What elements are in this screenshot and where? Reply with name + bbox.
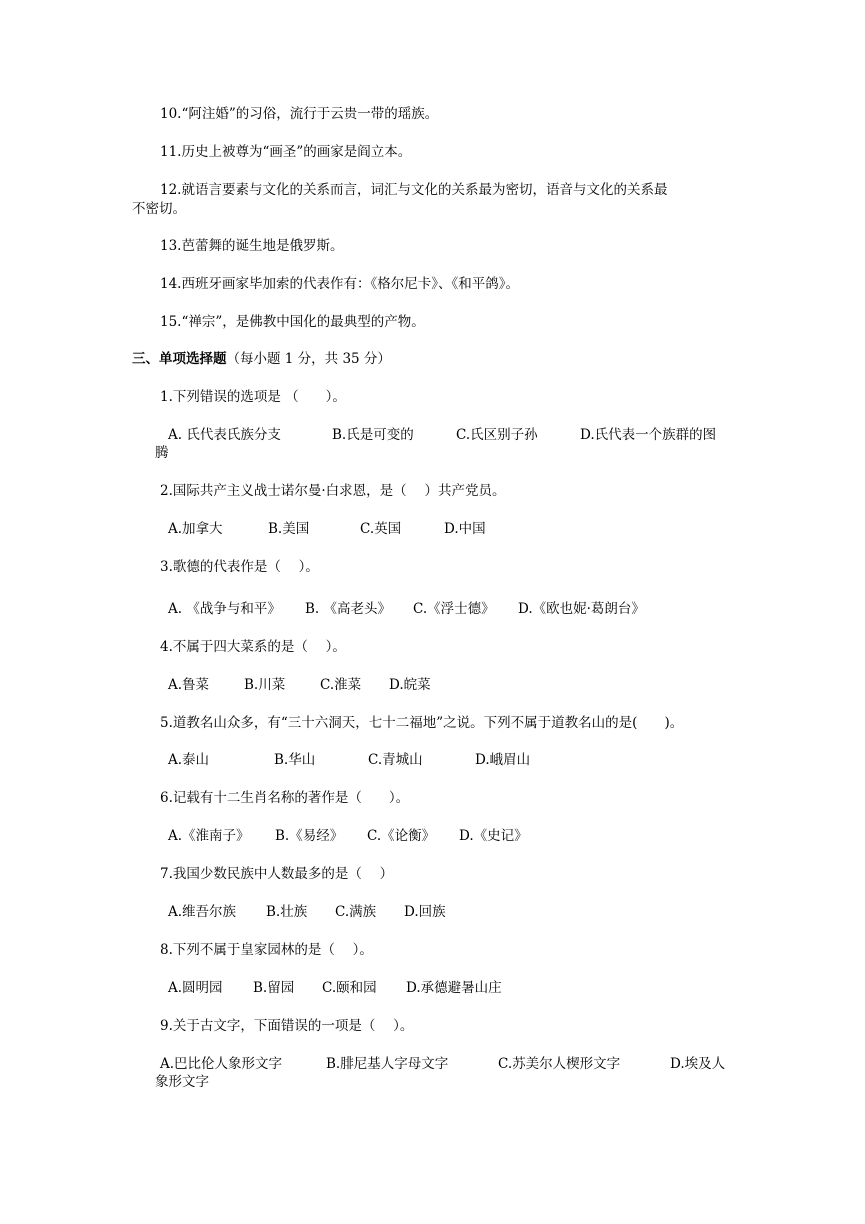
option-c: C.氏区别子孙 (456, 427, 538, 443)
judgement-item-15: 15.“禅宗”，是佛教中国化的最典型的产物。 (160, 314, 425, 330)
option-b: B.壮族 (266, 904, 308, 920)
option-d: D.氏代表一个族群的图 (580, 427, 717, 443)
judgement-item-12-continuation: 不密切。 (132, 201, 186, 217)
option-b: B.腓尼基人字母文字 (326, 1056, 449, 1072)
question-1-option-continuation: 腾 (155, 445, 169, 461)
judgement-item-11: 11.历史上被尊为“画圣”的画家是阎立本。 (160, 144, 412, 160)
judgement-item-10: 10.“阿注婚”的习俗，流行于云贵一带的瑶族。 (160, 106, 439, 122)
question-3-options (168, 600, 645, 618)
option-c: C.颐和园 (322, 980, 377, 996)
judgement-item-13: 13.芭蕾舞的诞生地是俄罗斯。 (160, 238, 344, 254)
question-8-stem: 8.下列不属于皇家园林的是（ ）。 (160, 942, 373, 958)
section-title: 三、单项选择题 (132, 351, 227, 367)
option-b: B.美国 (268, 521, 310, 537)
option-c: C.淮菜 (320, 677, 362, 693)
option-a: A. 《战争与和平》 (168, 601, 281, 617)
question-1-stem: 1.下列错误的选项是 （ ）。 (160, 389, 346, 405)
option-d: D.《欧也妮·葛朗台》 (518, 601, 645, 617)
option-a: A.加拿大 (168, 521, 223, 537)
question-7-options (168, 903, 446, 921)
option-d: D.回族 (404, 904, 446, 920)
option-b: B.《易经》 (275, 828, 344, 844)
option-c: C.英国 (360, 521, 402, 537)
option-b: B.华山 (274, 752, 316, 768)
question-9-options (160, 1055, 725, 1073)
option-b: B.留园 (253, 980, 295, 996)
option-d: D.《史记》 (459, 828, 528, 844)
option-a: A.巴比伦人象形文字 (160, 1056, 283, 1072)
question-9-stem: 9.关于古文字，下面错误的一项是（ ）。 (160, 1018, 414, 1034)
option-a: A.圆明园 (168, 980, 223, 996)
question-4-stem: 4.不属于四大菜系的是（ ）。 (160, 639, 346, 655)
option-a: A. 氏代表氏族分支 (168, 427, 281, 443)
question-2-stem: 2.国际共产主义战士诺尔曼·白求恩，是（ ）共产党员。 (160, 483, 506, 499)
option-a: A.维吾尔族 (168, 904, 237, 920)
question-3-stem: 3.歌德的代表作是（ ）。 (160, 559, 319, 575)
judgement-item-12: 12.就语言要素与文化的关系而言，词汇与文化的关系最为密切，语音与文化的关系最 (160, 182, 668, 198)
section-note: （每小题 1 分，共 35 分） (226, 351, 391, 367)
option-a: A.泰山 (168, 752, 210, 768)
option-c: C.《论衡》 (367, 828, 436, 844)
judgement-item-14: 14.西班牙画家毕加索的代表作有：《格尔尼卡》、《和平鸽》。 (160, 276, 519, 292)
option-a: A.《淮南子》 (168, 828, 250, 844)
option-c: C.青城山 (368, 752, 423, 768)
option-c: C.苏美尔人楔形文字 (498, 1056, 621, 1072)
option-a: A.鲁菜 (168, 677, 210, 693)
question-5-stem: 5.道教名山众多，有“三十六洞天，七十二福地”之说。下列不属于道教名山的是( )。 (160, 715, 684, 731)
question-9-option-continuation: 象形文字 (155, 1074, 209, 1090)
option-d: D.中国 (444, 521, 486, 537)
option-d: D.埃及人 (670, 1056, 726, 1072)
question-1-options (168, 426, 716, 444)
option-b: B. 《高老头》 (305, 601, 392, 617)
question-4-options (168, 676, 431, 694)
option-d: D.峨眉山 (475, 752, 531, 768)
section-heading (132, 350, 391, 368)
option-c: C.满族 (335, 904, 377, 920)
option-d: D.承德避暑山庄 (406, 980, 502, 996)
option-b: B.氏是可变的 (332, 427, 414, 443)
question-5-options (168, 751, 530, 769)
option-c: C.《浮士德》 (413, 601, 495, 617)
question-7-stem: 7.我国少数民族中人数最多的是（ ） (160, 866, 394, 882)
question-6-options (168, 827, 528, 845)
option-b: B.川菜 (244, 677, 286, 693)
question-2-options (168, 520, 486, 538)
question-6-stem: 6.记载有十二生肖名称的著作是（ ）。 (160, 790, 410, 806)
question-8-options (168, 979, 502, 997)
option-d: D.皖菜 (389, 677, 431, 693)
